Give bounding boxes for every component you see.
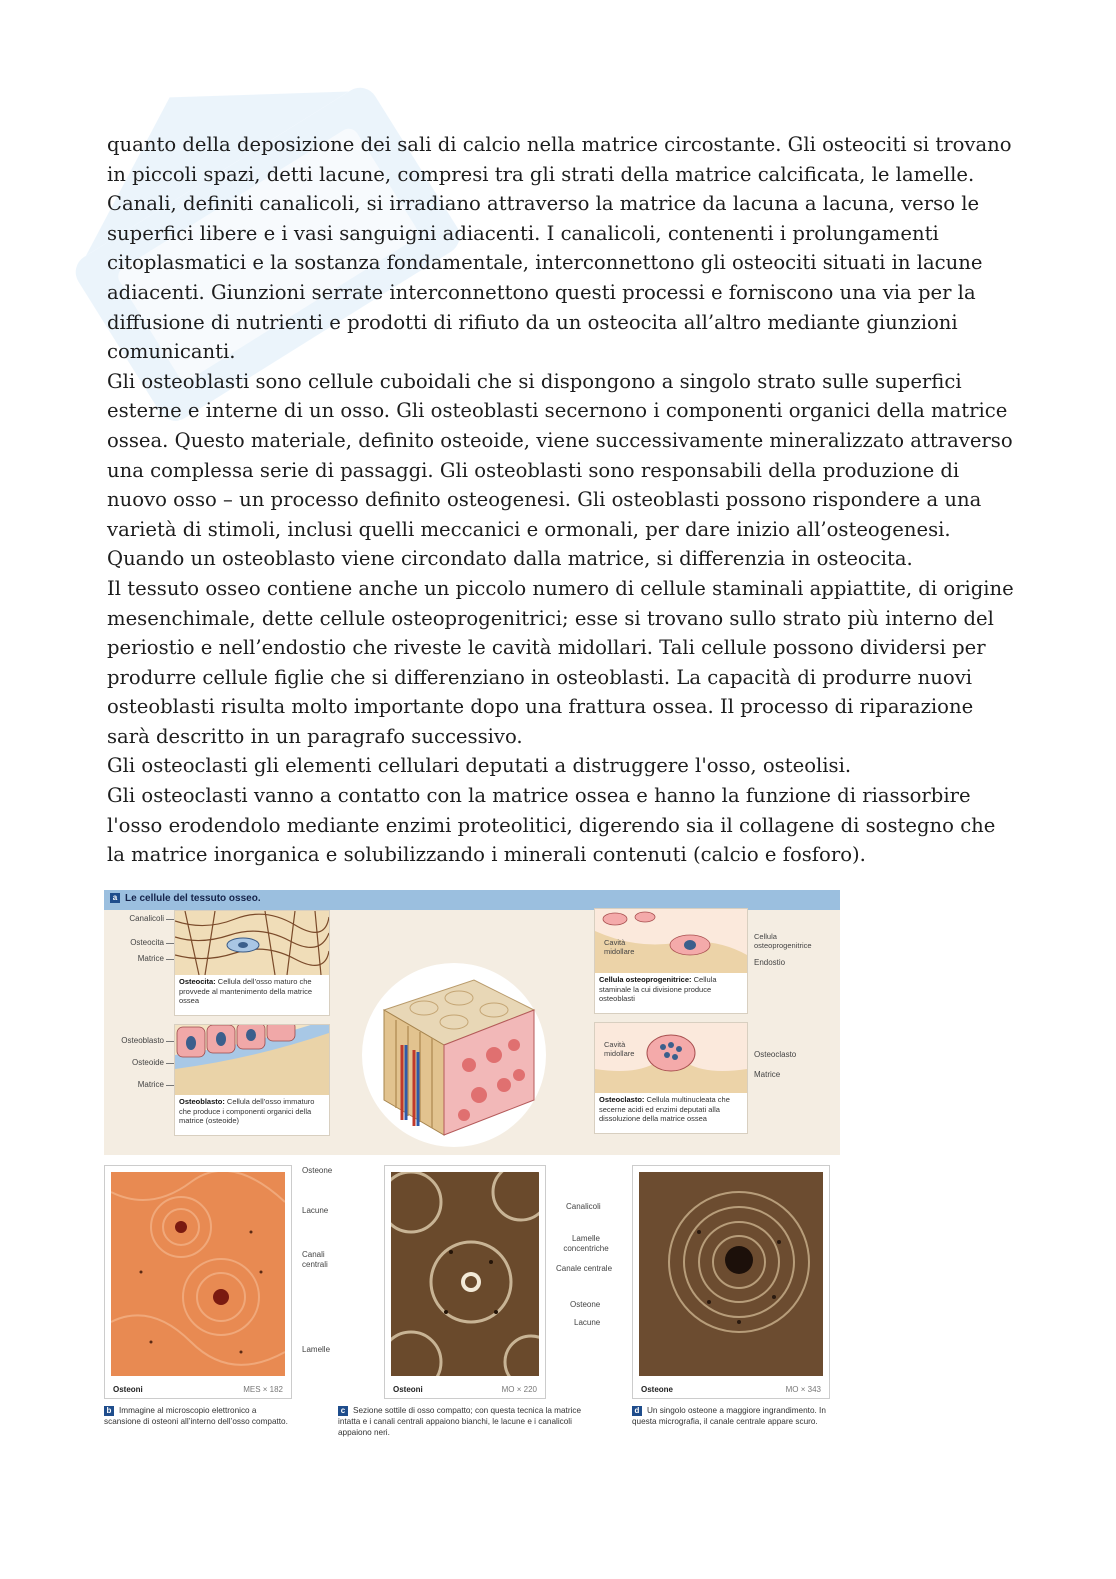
label-cellula-osteoprogenitrice: Cellula osteoprogenitrice — [754, 932, 812, 950]
bone-block-illustration — [354, 950, 554, 1150]
micrograph-b-magnification: MES × 182 — [243, 1385, 283, 1394]
label-lacune-c: Lacune — [574, 1318, 601, 1327]
osteoblast-panel — [174, 1024, 330, 1136]
micrograph-b-label: Osteoni — [113, 1385, 143, 1394]
osteoclast-panel — [594, 1022, 748, 1134]
paragraph-osteoclasti-intro: Gli osteoclasti gli elementi cellulari deputati a distruggere l'osso, osteolisi. — [107, 754, 852, 778]
label-matrice-osteoblasto: Matrice — [137, 1080, 164, 1089]
osteoprogenitor-panel — [594, 908, 748, 1014]
panel-d-badge: d — [632, 1406, 642, 1416]
label-canalicoli-c: Canalicoli — [566, 1202, 601, 1211]
osteoclast-caption: Osteoclasto: Cellula multinucleata che secerne acidi ed enzimi deputati alla dissoluzione della matrice ossea — [599, 1095, 730, 1123]
label-osteone-b: Osteone — [302, 1166, 333, 1175]
label-osteoblasto: Osteoblasto — [121, 1036, 164, 1045]
panel-c-badge: c — [338, 1406, 348, 1416]
caption-b: b Immagine al microscopio elettronico a scansione di osteoni all’interno dell’osso compatto. — [104, 1405, 288, 1426]
panel-a-badge: a — [110, 893, 120, 903]
micrograph-c-magnification: MO × 220 — [501, 1385, 537, 1394]
label-canalicoli: Canalicoli — [129, 914, 164, 923]
osteocyte-caption: Osteocita: Cellula dell’osso maturo che provvede al mantenimento della matrice ossea — [179, 977, 312, 1005]
label-osteone-c: Osteone — [570, 1300, 601, 1309]
label-osteoide: Osteoide — [131, 1058, 164, 1067]
label-matrice-osteoclasto: Matrice — [754, 1070, 781, 1079]
micrograph-d-magnification: MO × 343 — [785, 1385, 821, 1394]
panel-b-badge: b — [104, 1406, 114, 1416]
osteoblast-caption: Osteoblasto: Cellula dell’osso immaturo che produce i componenti organici della matrice (osteoide) — [179, 1097, 315, 1125]
paragraph-osteoblasti: Gli osteoblasti sono cellule cuboidali che si dispongono a singolo strato sulle superfici esterne e interne di un osso. Gli osteoblasti secernono i componenti organici della matrice ossea. Questo materiale, definito osteoide, viene successivamente mineralizzato attraverso una complessa serie di passaggi. Gli osteoblasti sono responsabili della produzione di nuovo osso – un processo definito osteogenesi. Gli osteoblasti possono rispondere a una varietà di stimoli, inclusi quelli meccanici e ormonali, per dare inizio all’osteogenesi. Quando un osteoblasto viene circondato dalla matrice, si differenzia in osteocita. — [107, 369, 1013, 571]
panel-a-title: Le cellule del tessuto osseo. — [125, 893, 261, 904]
panel-a-header — [104, 890, 840, 910]
body-text — [107, 130, 1017, 870]
micrograph-b-image — [111, 1172, 285, 1376]
micrograph-d — [632, 1165, 830, 1399]
micrograph-b — [104, 1165, 292, 1399]
micrograph-c-image — [391, 1172, 539, 1376]
micrograph-d-label: Osteone — [641, 1385, 674, 1394]
paragraph-osteociti: quanto della deposizione dei sali di calcio nella matrice circostante. Gli osteociti si trovano in piccoli spazi, detti lacune, compresi tra gli strati della matrice calcificata, le lamelle. Canali, definiti canalicoli, si irradiano attraverso la matrice da lacuna a lacuna, verso le superfici libere e i vasi sanguigni adiacenti. I canalicoli, contenenti i prolungamenti citoplasmatici e la sostanza fondamentale, interconnettono gli osteociti situati in lacune adiacenti. Giunzioni serrate interconnettono questi processi e forniscono una via per la diffusione di nutrienti e prodotti di rifiuto da un osteocita all’altro mediante giunzioni comunicanti. — [107, 133, 1012, 364]
bone-cells-figure — [104, 890, 840, 1455]
label-lamelle-concentriche-c: Lamelle concentriche — [563, 1234, 609, 1253]
osteoprogenitor-caption: Cellula osteoprogenitrice: Cellula staminale la cui divisione produce osteoblasti — [599, 975, 717, 1003]
label-endostio: Endostio — [754, 958, 786, 967]
label-lacune-b: Lacune — [302, 1206, 329, 1215]
label-cavita-midollare-1: Cavità midollare — [604, 938, 635, 956]
label-canale-centrale-c: Canale centrale — [556, 1264, 613, 1273]
label-cavita-midollare-2: Cavità midollare — [604, 1040, 635, 1058]
caption-c: c Sezione sottile di osso compatto; con questa tecnica la matrice intatta e i canali centrali appaiono bianchi, le lacune e i canalicoli appaiono neri. — [338, 1405, 582, 1437]
panel-a — [104, 890, 840, 1155]
paragraph-osteoclasti: Gli osteoclasti vanno a contatto con la matrice ossea e hanno la funzione di riassorbire l'osso erodendolo mediante enzimi proteolitici, digerendo sia il collagene di sostegno che la matrice inorganica e solubilizzando i minerali contenuti (calcio e fosforo). — [107, 784, 996, 867]
caption-d: d Un singolo osteone a maggiore ingrandimento. In questa micrografia, il canale centrale appare scuro. — [632, 1405, 826, 1426]
label-lamelle-b: Lamelle — [302, 1345, 331, 1354]
label-matrice-osteocita: Matrice — [137, 954, 164, 963]
micrograph-d-image — [639, 1172, 823, 1376]
osteoclast-illustration — [595, 1023, 747, 1093]
osteoblast-illustration — [175, 1025, 329, 1095]
label-osteoclasto: Osteoclasto — [754, 1050, 797, 1059]
paragraph-osteoprogenitrici: Il tessuto osseo contiene anche un piccolo numero di cellule staminali appiattite, di origine mesenchimale, dette cellule osteoprogenitrici; esse si trovano sullo strato più interno del periostio e nell’endostio che riveste le cavità midollari. Tali cellule possono dividersi per produrre cellule figlie che si differenziano in osteoblasti. La capacità di produrre nuovi osteoblasti risulta molto importante dopo una frattura ossea. Il processo di riparazione sarà descritto in un paragrafo successivo. — [107, 576, 1014, 748]
label-canali-centrali-b: Canali centrali — [302, 1250, 328, 1269]
micrograph-c — [384, 1165, 546, 1399]
micrograph-c-label: Osteoni — [393, 1385, 423, 1394]
osteocyte-panel — [174, 910, 330, 1016]
osteocyte-illustration — [175, 911, 329, 975]
label-osteocita: Osteocita — [130, 938, 164, 947]
